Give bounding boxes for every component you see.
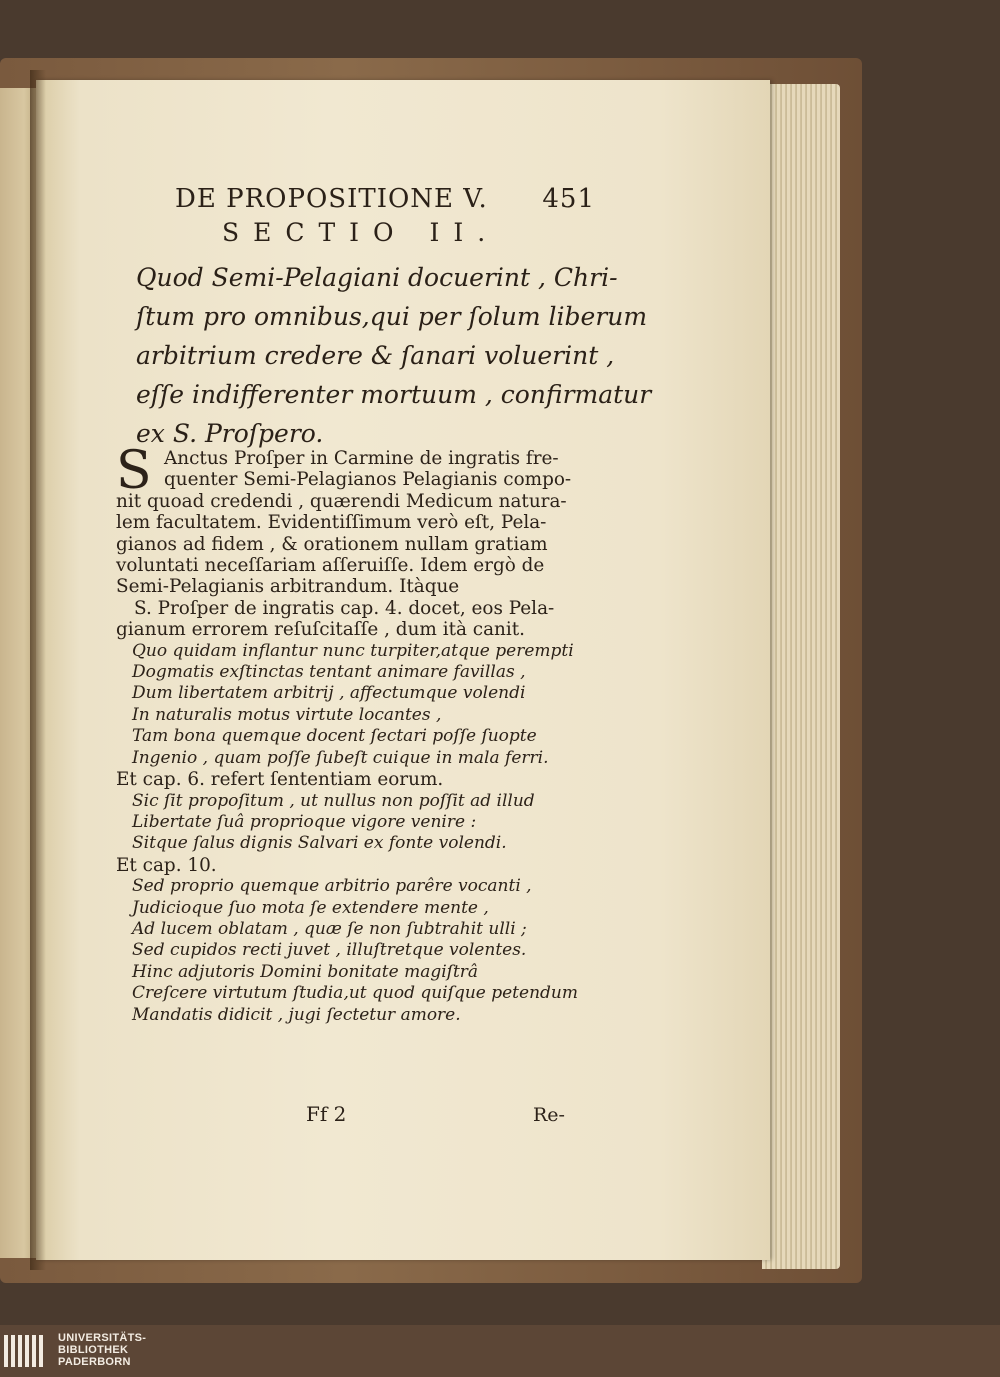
library-branding-bar (0, 1325, 1000, 1377)
running-title: DE PROPOSITIONE V. (175, 184, 488, 214)
library-name-line: BIBLIOTHEK (58, 1344, 129, 1356)
verse-line: Dogmatis exſtinctas tentant animare favillas , (132, 662, 526, 683)
section-title-line: ſtum pro omnibus,qui per ſolum liberum (136, 302, 648, 331)
verse-line: Tam bona quemque docent ſectari poſſe ſuopte (132, 726, 537, 747)
verse-line: Quo quidam inflantur nunc turpiter,atque perempti (132, 640, 574, 661)
verse-line: Ingenio , quam poſſe ſubeſt cuique in mala ferri. (132, 747, 549, 768)
body-line: gianum errorem reſuſcitaſſe , dum ità canit. (116, 619, 526, 641)
body-line: gianos ad fidem , & orationem nullam gratiam (116, 533, 548, 555)
verse-line: Libertate ſuâ proprioque vigore venire : (132, 811, 477, 832)
body-line: quenter Semi-Pelagianos Pelagianis compo- (164, 469, 572, 491)
verse-line: Sic ſit propoſitum , ut nullus non poſſit ad illud (132, 790, 535, 811)
body-line: Et cap. 10. (116, 854, 217, 876)
verse-line: Sitque ſalus dignis Salvari ex fonte volendi. (132, 833, 507, 854)
body-text (116, 441, 586, 1026)
verse-line: Dum libertatem arbitrij , affectumque volendi (132, 683, 526, 704)
section-title-line: Quod Semi-Pelagiani docuerint , Chri- (136, 263, 618, 292)
signature-mark: Ff 2 (306, 1102, 347, 1126)
body-line: Et cap. 6. refert ſententiam eorum. (116, 769, 444, 791)
verse-line: Creſcere virtutum ſtudia,ut quod quiſque petendum (132, 983, 578, 1004)
verse-line: Sed cupidos recti juvet , illuſtretque volentes. (132, 940, 527, 961)
library-name (58, 1332, 146, 1368)
page-number: 451 (542, 184, 595, 214)
body-line: S. Proſper de ingratis cap. 4. docet, eos Pela- (134, 597, 555, 619)
drop-cap: S (116, 441, 152, 501)
body-line: lem facultatem. Evidentiſſimum verò eſt, Pela- (116, 512, 547, 534)
spine-shadow (30, 70, 46, 1270)
section-title (136, 258, 652, 453)
body-line: nit quoad credendi , quærendi Medicum natura- (116, 490, 567, 512)
verse-line: Ad lucem oblatam , quæ ſe non ſubtrahit ulli ; (132, 918, 527, 939)
verse-line: Judicioque ſuo mota ſe extendere mente , (132, 897, 489, 918)
library-name-line: PADERBORN (58, 1356, 131, 1368)
verse-line: Sed proprio quemque arbitrio parêre vocanti , (132, 876, 532, 897)
section-heading: SECTIO II. (222, 218, 500, 247)
verse-line: Hinc adjutoris Domini bonitate magiſtrâ (132, 961, 479, 982)
catchword: Re- (533, 1104, 565, 1126)
library-logo-icon (4, 1335, 46, 1367)
section-title-line: ex S. Proſpero. (136, 419, 324, 448)
running-header (175, 184, 595, 214)
body-line: Semi-Pelagianis arbitrandum. Itàque (116, 576, 460, 598)
body-line: voluntati neceſſariam aſſeruiſſe. Idem ergò de (116, 555, 545, 577)
section-title-line: arbitrium credere & ſanari voluerint , (136, 341, 615, 370)
body-line: Anctus Proſper in Carmine de ingratis fre- (164, 448, 559, 469)
verse-line: Mandatis didicit , jugi ſectetur amore. (132, 1004, 461, 1025)
page-fore-edge (762, 84, 840, 1269)
library-name-line: UNIVERSITÄTS- (58, 1332, 147, 1344)
section-title-line: eſſe indifferenter mortuum , confirmatur (136, 380, 652, 409)
verse-line: In naturalis motus virtute locantes , (132, 704, 442, 725)
